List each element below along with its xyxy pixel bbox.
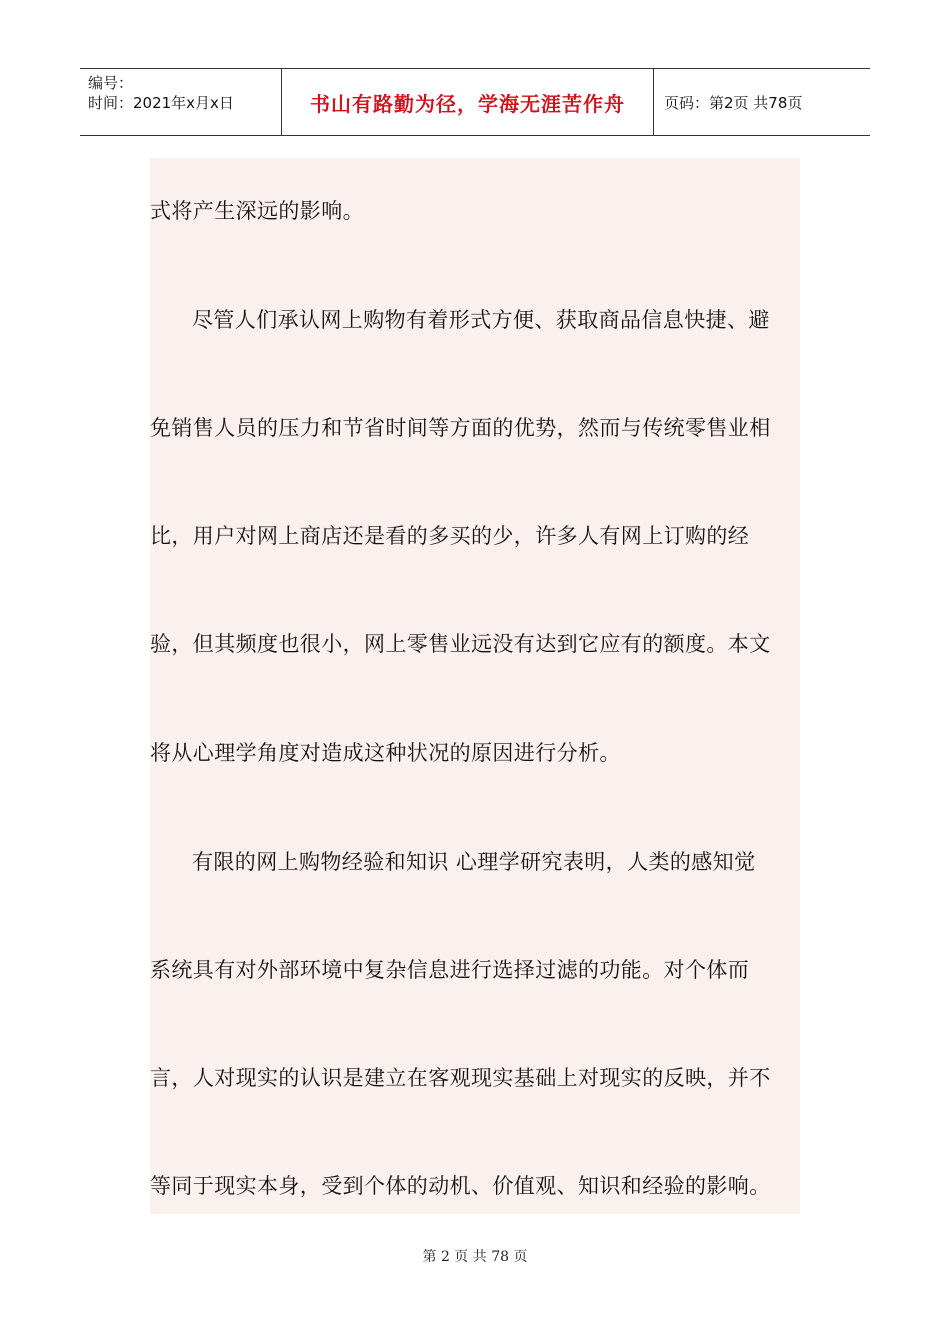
document-body: [150, 158, 800, 1214]
body-line: 验，但其频度也很小，网上零售业远没有达到它应有的额度。本文: [150, 632, 771, 656]
body-line: 将从心理学角度对造成这种状况的原因进行分析。: [150, 741, 621, 765]
body-line: 尽管人们承认网上购物有着形式方便、获取商品信息快捷、避: [192, 308, 770, 332]
body-line: 比，用户对网上商店还是看的多买的少，许多人有网上订购的经: [150, 524, 750, 548]
body-line: 系统具有对外部环境中复杂信息进行选择过滤的功能。对个体而: [150, 958, 750, 982]
serial-number-label: 编号：: [88, 74, 134, 92]
header-page-info: 页码：第2页 共78页: [664, 93, 803, 112]
header-motto: 书山有路勤为径，学海无涯苦作舟: [282, 69, 654, 135]
date-label: 时间：2021年x月x日: [88, 94, 234, 112]
page-header: [80, 68, 870, 136]
body-line: 等同于现实本身，受到个体的动机、价值观、知识和经验的影响。: [150, 1174, 771, 1198]
body-line: 言，人对现实的认识是建立在客观现实基础上对现实的反映，并不: [150, 1066, 771, 1090]
page-footer: 第 2 页 共 78 页: [422, 1249, 528, 1265]
header-meta: [80, 69, 282, 135]
body-line: 式将产生深远的影响。: [150, 199, 364, 223]
body-line: 有限的网上购物经验和知识 心理学研究表明，人类的感知觉: [192, 850, 756, 874]
body-line: 免销售人员的压力和节省时间等方面的优势，然而与传统零售业相: [150, 416, 771, 440]
